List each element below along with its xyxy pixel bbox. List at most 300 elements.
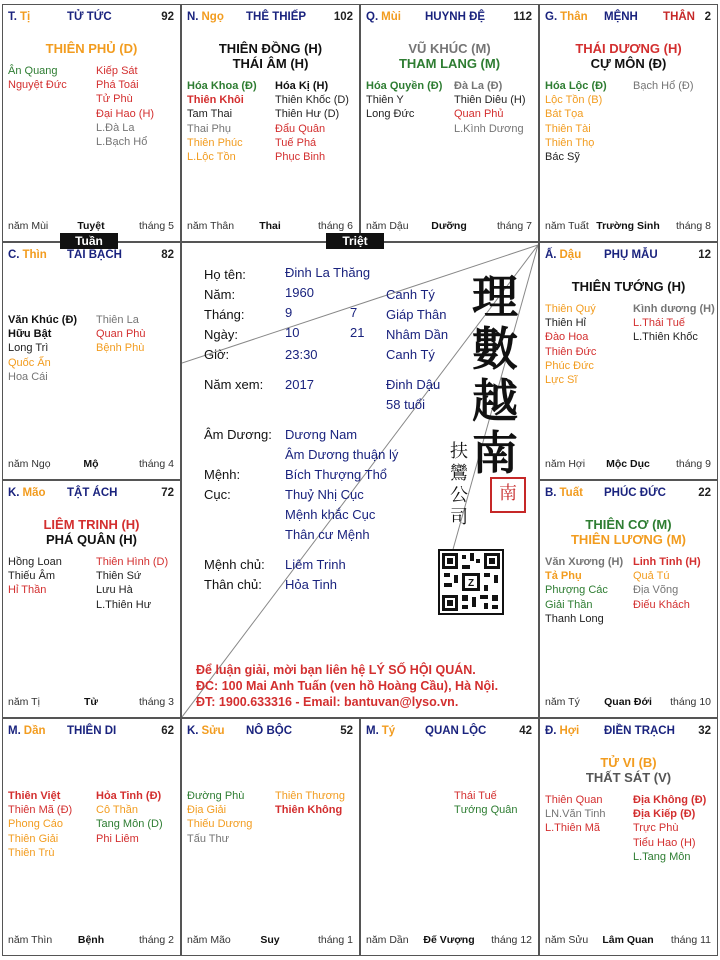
palace-footer bbox=[366, 220, 532, 234]
palace-life-stage: Suy bbox=[260, 934, 280, 946]
minor-star: Hỏa Tinh (Đ) bbox=[96, 790, 162, 802]
menh-chu-label: Mệnh chủ: bbox=[204, 557, 265, 572]
palace-name: TÀI BẠCH bbox=[67, 249, 122, 261]
palace-footer bbox=[8, 220, 174, 234]
palace-header bbox=[540, 725, 717, 741]
minor-star: Thiếu Âm bbox=[8, 570, 56, 583]
palace-name: NÔ BỘC bbox=[246, 725, 292, 737]
minor-star: Tiểu Hao (H) bbox=[633, 836, 696, 849]
palace-footer bbox=[545, 696, 711, 710]
main-star: THÁI DƯƠNG (H) bbox=[575, 41, 682, 56]
palace-can: B. bbox=[545, 487, 557, 499]
minor-stars-left bbox=[545, 793, 606, 836]
palace-year: năm Tị bbox=[8, 696, 40, 708]
palace-can-chi bbox=[8, 725, 46, 737]
minor-stars-right bbox=[454, 789, 518, 817]
minor-star: Bệnh Phù bbox=[96, 342, 145, 355]
cuc-label: Cục: bbox=[204, 487, 231, 502]
calligraphy-logo: 理數越南 bbox=[472, 270, 518, 480]
minor-star: Quốc Ấn bbox=[8, 356, 51, 369]
minor-star: Bạch Hổ (Đ) bbox=[633, 80, 694, 92]
palace-number: 72 bbox=[161, 487, 174, 499]
minor-stars-left bbox=[187, 789, 252, 846]
palace-number: 62 bbox=[161, 725, 174, 737]
palace-name: MỆNH bbox=[604, 11, 638, 23]
minor-star: Thiên La bbox=[96, 314, 139, 326]
than-cu-menh: Thân cư Mệnh bbox=[285, 527, 370, 542]
minor-star: Kiếp Sát bbox=[96, 65, 138, 77]
palace-chi: Mùi bbox=[381, 11, 401, 23]
main-star: LIÊM TRINH (H) bbox=[43, 517, 140, 532]
am-duong-value: Dương Nam bbox=[285, 427, 358, 442]
minor-star: Hóa Khoa (Đ) bbox=[187, 80, 257, 92]
palace-footer bbox=[8, 934, 174, 948]
palace-chi: Tuất bbox=[559, 487, 583, 499]
minor-stars-left bbox=[545, 302, 596, 387]
gio-can-value: Canh Tý bbox=[386, 347, 435, 362]
minor-star: Đẩu Quân bbox=[275, 122, 326, 135]
menh-khac-cuc: Mệnh khắc Cục bbox=[285, 507, 376, 522]
palace-chi: Thìn bbox=[22, 249, 47, 261]
palace-can-chi bbox=[8, 11, 30, 23]
minor-star: Văn Xương (H) bbox=[545, 556, 624, 568]
minor-star: Đào Hoa bbox=[545, 331, 589, 344]
palace-month: tháng 2 bbox=[138, 934, 174, 946]
palace-dau bbox=[539, 242, 718, 480]
minor-star: Hữu Bật bbox=[8, 328, 52, 341]
palace-month: tháng 10 bbox=[670, 696, 711, 708]
minor-star: Thiên Tài bbox=[545, 122, 591, 135]
minor-star: L.Thái Tuế bbox=[633, 317, 685, 330]
minor-star: Phúc Đức bbox=[545, 359, 594, 372]
minor-star: Thiên Y bbox=[366, 94, 404, 107]
nam-can-value: Canh Tý bbox=[386, 287, 435, 302]
minor-star: Trực Phù bbox=[633, 822, 679, 835]
palace-year: năm Thân bbox=[187, 220, 235, 232]
palace-can-chi bbox=[187, 11, 224, 23]
palace-number: 22 bbox=[698, 487, 711, 499]
palace-header bbox=[3, 725, 180, 741]
minor-star: Bát Tọa bbox=[545, 108, 584, 121]
minor-star: Quan Phù bbox=[96, 328, 146, 341]
minor-star: Thiên Trù bbox=[8, 846, 55, 859]
tuoi-value: 58 tuổi bbox=[386, 397, 426, 412]
minor-star: Tấu Thư bbox=[187, 832, 230, 845]
minor-star: Thiên Đức bbox=[545, 345, 597, 358]
main-star: PHÁ QUÂN (H) bbox=[46, 532, 137, 547]
palace-can: M. bbox=[8, 725, 21, 737]
palace-year: năm Ngọ bbox=[8, 458, 51, 470]
minor-star: Đại Hao (H) bbox=[96, 107, 155, 120]
palace-can: K. bbox=[187, 725, 199, 737]
palace-dan bbox=[2, 718, 181, 956]
palace-month: tháng 9 bbox=[675, 458, 711, 470]
palace-month: tháng 3 bbox=[138, 696, 174, 708]
nam-xem-label: Năm xem: bbox=[204, 377, 264, 392]
palace-life-stage: Dưỡng bbox=[431, 220, 467, 232]
palace-footer bbox=[187, 220, 353, 234]
nam-label: Năm: bbox=[204, 287, 236, 302]
nam-value: 1960 bbox=[285, 285, 314, 300]
minor-star: Thiên Mã (Đ) bbox=[8, 804, 73, 817]
minor-star: Hóa Kị (H) bbox=[275, 80, 329, 92]
palace-life-stage: Mộc Dục bbox=[606, 458, 650, 470]
ho-ten-label: Họ tên: bbox=[204, 267, 246, 282]
minor-star: Thiên Việt bbox=[8, 790, 61, 802]
minor-star: Đường Phù bbox=[187, 790, 245, 802]
minor-stars-left bbox=[8, 555, 62, 598]
minor-stars-right bbox=[96, 313, 146, 356]
palace-name: TẬT ÁCH bbox=[67, 487, 118, 499]
am-duong-thuan-ly: Âm Dương thuận lý bbox=[285, 447, 399, 462]
minor-stars-right bbox=[96, 555, 168, 612]
minor-star: Thiên Giải bbox=[8, 832, 59, 845]
am-duong-label: Âm Dương: bbox=[204, 427, 272, 442]
palace-month: tháng 7 bbox=[496, 220, 532, 232]
minor-star: Thiên Quan bbox=[545, 794, 603, 806]
palace-chi: Ngọ bbox=[201, 11, 224, 23]
qr-code-icon bbox=[438, 549, 504, 615]
palace-ty bbox=[360, 718, 539, 956]
palace-header bbox=[3, 249, 180, 265]
minor-star: Thanh Long bbox=[545, 612, 604, 625]
palace-footer bbox=[545, 220, 711, 234]
menh-label: Mệnh: bbox=[204, 467, 241, 482]
palace-year: năm Mão bbox=[187, 934, 231, 946]
palace-life-stage: Mộ bbox=[83, 458, 99, 470]
palace-header bbox=[540, 249, 717, 265]
minor-stars-right bbox=[275, 79, 349, 164]
minor-star: Hóa Quyền (Đ) bbox=[366, 80, 443, 92]
minor-stars-left bbox=[8, 64, 67, 92]
minor-stars-right bbox=[633, 79, 694, 93]
palace-month: tháng 12 bbox=[491, 934, 532, 946]
minor-stars-left bbox=[545, 555, 623, 626]
palace-can-chi bbox=[366, 725, 395, 737]
contact-line-1: Để luận giải, mời bạn liên hệ LÝ SỐ HỘI QUÁN. bbox=[196, 663, 476, 677]
palace-can: Ấ. bbox=[545, 249, 557, 261]
minor-star: Thiên Khốc (D) bbox=[275, 94, 349, 107]
minor-stars-right bbox=[633, 555, 701, 612]
gio-label: Giờ: bbox=[204, 347, 230, 362]
main-star: THIÊN LƯƠNG (M) bbox=[570, 532, 687, 547]
center-info-panel bbox=[181, 242, 539, 718]
palace-number: 52 bbox=[340, 725, 353, 737]
minor-star: Ân Quang bbox=[8, 65, 58, 77]
palace-chi: Tị bbox=[19, 11, 31, 23]
main-star: THIÊN ĐỒNG (H) bbox=[218, 41, 323, 56]
palace-can: G. bbox=[545, 11, 558, 23]
palace-footer bbox=[545, 934, 711, 948]
main-star: THIÊN PHỦ (D) bbox=[45, 41, 138, 56]
gio-value: 23:30 bbox=[285, 347, 318, 362]
palace-header bbox=[182, 725, 359, 741]
palace-header bbox=[361, 725, 538, 741]
palace-year: năm Sửu bbox=[545, 934, 589, 946]
minor-star: Tang Môn (D) bbox=[96, 818, 163, 831]
thang-value: 9 bbox=[285, 305, 293, 320]
minor-star: L.Kình Dương bbox=[454, 122, 524, 135]
palace-can: Q. bbox=[366, 11, 379, 23]
minor-star: Thiên Khôi bbox=[187, 94, 244, 107]
than-chu-label: Thân chủ: bbox=[204, 577, 262, 592]
minor-star: Thiếu Dương bbox=[187, 818, 253, 831]
nam-xem-value: 2017 bbox=[285, 377, 314, 392]
palace-can-chi bbox=[545, 487, 583, 499]
palace-month: tháng 1 bbox=[317, 934, 353, 946]
main-star: TỬ VI (B) bbox=[600, 755, 657, 770]
palace-header bbox=[361, 11, 538, 27]
minor-stars-left bbox=[187, 79, 257, 164]
palace-can-chi bbox=[8, 487, 46, 499]
ho-ten-value: Đinh La Thăng bbox=[285, 265, 371, 280]
minor-star: Lưu Hà bbox=[96, 584, 133, 597]
palace-chi: Dậu bbox=[559, 249, 582, 261]
palace-can-chi bbox=[187, 725, 225, 737]
palace-life-stage: Quan Đới bbox=[604, 696, 652, 708]
main-star: THẤT SÁT (V) bbox=[585, 770, 672, 785]
palace-mui bbox=[360, 4, 539, 242]
tu-vi-chart bbox=[2, 4, 718, 956]
minor-star: Thái Tuế bbox=[454, 790, 497, 802]
palace-mao bbox=[2, 480, 181, 718]
ngay-can-value: Nhâm Dần bbox=[386, 327, 449, 342]
nam-xem-can-value: Đinh Dậu bbox=[386, 377, 441, 392]
minor-stars-right bbox=[96, 789, 163, 846]
minor-star: Thiên Quý bbox=[545, 303, 596, 315]
palace-month: tháng 11 bbox=[670, 934, 711, 946]
palace-number: 32 bbox=[698, 725, 711, 737]
minor-star: Quả Tú bbox=[633, 570, 670, 583]
triet-tag: Triệt bbox=[326, 233, 384, 249]
palace-can-chi bbox=[545, 249, 581, 261]
minor-star: L.Thiên Hư bbox=[96, 598, 152, 611]
minor-star: Lực Sĩ bbox=[545, 373, 578, 386]
palace-chi: Hợi bbox=[559, 725, 580, 737]
palace-can: N. bbox=[187, 11, 199, 23]
minor-star: Quan Phủ bbox=[454, 108, 504, 121]
minor-star: Điếu Khách bbox=[633, 598, 690, 611]
minor-star: Thiên Thọ bbox=[545, 136, 595, 149]
palace-month: tháng 8 bbox=[675, 220, 711, 232]
minor-stars-right bbox=[633, 302, 715, 345]
minor-star: Thiên Phúc bbox=[187, 136, 243, 149]
minor-star: Phượng Các bbox=[545, 584, 608, 597]
main-star: CỰ MÔN (Đ) bbox=[590, 56, 667, 71]
palace-chi: Dần bbox=[23, 725, 46, 737]
minor-star: Tuế Phá bbox=[275, 136, 317, 149]
palace-tuat bbox=[539, 480, 718, 718]
ngay-label: Ngày: bbox=[204, 327, 238, 342]
svg-text:Z: Z bbox=[467, 578, 475, 589]
palace-ngo bbox=[181, 4, 360, 242]
palace-month: tháng 5 bbox=[138, 220, 174, 232]
palace-year: năm Thìn bbox=[8, 934, 53, 946]
minor-star: Bác Sỹ bbox=[545, 150, 580, 163]
palace-number: 112 bbox=[513, 11, 532, 23]
minor-star: Địa Không (Đ) bbox=[633, 794, 707, 806]
palace-chi: Tý bbox=[381, 725, 396, 737]
palace-month: tháng 6 bbox=[317, 220, 353, 232]
contact-address: ĐC: 100 Mai Anh Tuấn (ven hồ Hoàng Cầu), Hà Nội. bbox=[196, 679, 499, 693]
palace-year: năm Mùi bbox=[8, 220, 49, 232]
palace-name: PHÚC ĐỨC bbox=[604, 487, 666, 499]
minor-star: L.Tang Môn bbox=[633, 850, 691, 863]
palace-year: năm Dần bbox=[366, 934, 409, 946]
palace-can: K. bbox=[8, 487, 20, 499]
menh-value: Bích Thượng Thổ bbox=[285, 467, 388, 482]
palace-number: 2 bbox=[704, 11, 711, 23]
palace-name: PHỤ MẪU bbox=[604, 249, 658, 261]
calligraphy-small: 扶鸞公司 bbox=[450, 441, 468, 528]
minor-star: Văn Khúc (Đ) bbox=[8, 314, 78, 326]
minor-stars-right bbox=[454, 79, 526, 136]
minor-star: Nguyệt Đức bbox=[8, 79, 67, 92]
minor-star: Tả Phụ bbox=[545, 570, 582, 583]
cuc-value: Thuỷ Nhị Cục bbox=[285, 487, 364, 502]
palace-than-marker: THÂN bbox=[663, 11, 695, 23]
palace-header bbox=[540, 487, 717, 503]
minor-star: Thiên Hình (D) bbox=[96, 556, 169, 568]
minor-star: Thiên Hỉ bbox=[545, 317, 586, 330]
palace-name: HUYNH ĐỆ bbox=[425, 11, 486, 23]
palace-life-stage: Trường Sinh bbox=[596, 220, 660, 232]
palace-year: năm Hợi bbox=[545, 458, 586, 470]
palace-name: QUAN LỘC bbox=[425, 725, 487, 737]
palace-can-chi bbox=[545, 11, 588, 23]
minor-star: L.Lộc Tồn bbox=[187, 150, 236, 163]
minor-star: Tam Thai bbox=[187, 108, 233, 121]
palace-life-stage: Bệnh bbox=[77, 934, 105, 946]
palace-suu bbox=[181, 718, 360, 956]
main-star: THIÊN TƯỚNG (H) bbox=[571, 279, 686, 294]
minor-stars-left bbox=[8, 789, 72, 860]
contact-phone-email: ĐT: 1900.633316 - Email: bantuvan@lyso.vn. bbox=[196, 695, 459, 709]
palace-can: T. bbox=[8, 11, 17, 23]
minor-stars-left bbox=[545, 79, 607, 164]
palace-name: THÊ THIẾP bbox=[246, 11, 307, 23]
palace-footer bbox=[545, 458, 711, 472]
minor-star: Thiên Diêu (H) bbox=[454, 94, 526, 107]
palace-name: TỬ TỨC bbox=[67, 11, 112, 23]
palace-footer bbox=[187, 934, 353, 948]
than-chu-value: Hỏa Tinh bbox=[285, 577, 338, 592]
minor-star: Lộc Tồn (B) bbox=[545, 94, 603, 107]
palace-footer bbox=[8, 696, 174, 710]
palace-header bbox=[182, 11, 359, 27]
minor-star: Hỉ Thần bbox=[8, 584, 47, 597]
thang-label: Tháng: bbox=[204, 307, 245, 322]
palace-can-chi bbox=[545, 725, 579, 737]
palace-number: 42 bbox=[519, 725, 532, 737]
palace-ti bbox=[2, 4, 181, 242]
palace-life-stage: Thai bbox=[259, 220, 281, 232]
palace-header bbox=[540, 11, 717, 27]
palace-chi: Thân bbox=[560, 11, 588, 23]
tuan-tag: Tuần bbox=[60, 233, 118, 249]
palace-can-chi bbox=[8, 249, 47, 261]
palace-can: Đ. bbox=[545, 725, 557, 737]
minor-stars-right bbox=[96, 64, 154, 149]
palace-header bbox=[3, 11, 180, 27]
main-star: THAM LANG (M) bbox=[398, 56, 501, 71]
main-star: THÁI ÂM (H) bbox=[232, 56, 309, 71]
palace-can: M. bbox=[366, 725, 379, 737]
palace-can-chi bbox=[366, 11, 401, 23]
minor-star: Phi Liêm bbox=[96, 832, 139, 845]
palace-footer bbox=[8, 458, 174, 472]
minor-star: Giải Thần bbox=[545, 598, 593, 611]
palace-header bbox=[3, 487, 180, 503]
ngay-value: 10 bbox=[285, 325, 300, 340]
thang-can-value: Giáp Thân bbox=[386, 307, 447, 322]
palace-name: ĐIỀN TRẠCH bbox=[604, 725, 675, 737]
palace-hoi bbox=[539, 718, 718, 956]
palace-can: C. bbox=[8, 249, 20, 261]
palace-life-stage: Lâm Quan bbox=[602, 934, 654, 946]
minor-star: Tử Phù bbox=[96, 93, 133, 106]
minor-star: L.Bạch Hổ bbox=[96, 135, 148, 148]
main-star: VŨ KHÚC (M) bbox=[408, 41, 491, 56]
palace-chi: Sửu bbox=[201, 725, 225, 737]
palace-name: THIÊN DI bbox=[67, 725, 117, 737]
minor-star: Tướng Quân bbox=[454, 804, 518, 817]
minor-star: L.Đà La bbox=[96, 121, 135, 134]
minor-star: Địa Võng bbox=[633, 584, 679, 597]
minor-stars-left bbox=[366, 79, 442, 122]
minor-star: Phục Binh bbox=[275, 150, 326, 163]
minor-star: LN.Văn Tinh bbox=[545, 808, 606, 821]
minor-star: Hồng Loan bbox=[8, 556, 62, 568]
minor-star: Phá Toái bbox=[96, 79, 139, 92]
minor-star: L.Thiên Mã bbox=[545, 822, 601, 835]
minor-star: Cô Thần bbox=[96, 804, 138, 817]
minor-star: Long Trì bbox=[8, 342, 49, 355]
minor-star: Long Đức bbox=[366, 108, 415, 121]
minor-star: Hóa Lộc (Đ) bbox=[545, 80, 607, 92]
minor-star: L.Thiên Khốc bbox=[633, 331, 698, 344]
menh-chu-value: Liêm Trinh bbox=[285, 557, 346, 572]
palace-number: 102 bbox=[333, 11, 353, 23]
minor-star: Thiên Hư (D) bbox=[275, 108, 340, 121]
minor-star: Đà La (Đ) bbox=[454, 80, 503, 92]
palace-year: năm Tý bbox=[545, 696, 580, 708]
palace-number: 82 bbox=[161, 249, 174, 261]
palace-footer bbox=[366, 934, 532, 948]
palace-chi: Mão bbox=[22, 487, 46, 499]
minor-star: Thai Phụ bbox=[187, 122, 232, 135]
minor-stars-right bbox=[275, 789, 345, 817]
palace-life-stage: Tuyệt bbox=[77, 220, 105, 232]
palace-life-stage: Tử bbox=[83, 696, 99, 708]
minor-star: Kình dương (H) bbox=[633, 303, 715, 315]
palace-than bbox=[539, 4, 718, 242]
minor-star: Địa Kiếp (Đ) bbox=[633, 808, 696, 821]
red-seal-stamp: 南 bbox=[490, 477, 526, 513]
minor-star: Thiên Thương bbox=[275, 790, 346, 802]
palace-number: 12 bbox=[698, 249, 711, 261]
palace-month: tháng 4 bbox=[138, 458, 174, 470]
main-star: THIÊN CƠ (M) bbox=[585, 517, 672, 532]
palace-year: năm Tuất bbox=[545, 220, 589, 232]
minor-star: Thiên Không bbox=[275, 804, 343, 817]
minor-star: Linh Tinh (H) bbox=[633, 556, 701, 568]
palace-life-stage: Đế Vượng bbox=[423, 934, 475, 946]
minor-star: Thiên Sứ bbox=[96, 570, 142, 583]
minor-stars-right bbox=[633, 793, 706, 864]
palace-number: 92 bbox=[161, 11, 174, 23]
palace-thin bbox=[2, 242, 181, 480]
